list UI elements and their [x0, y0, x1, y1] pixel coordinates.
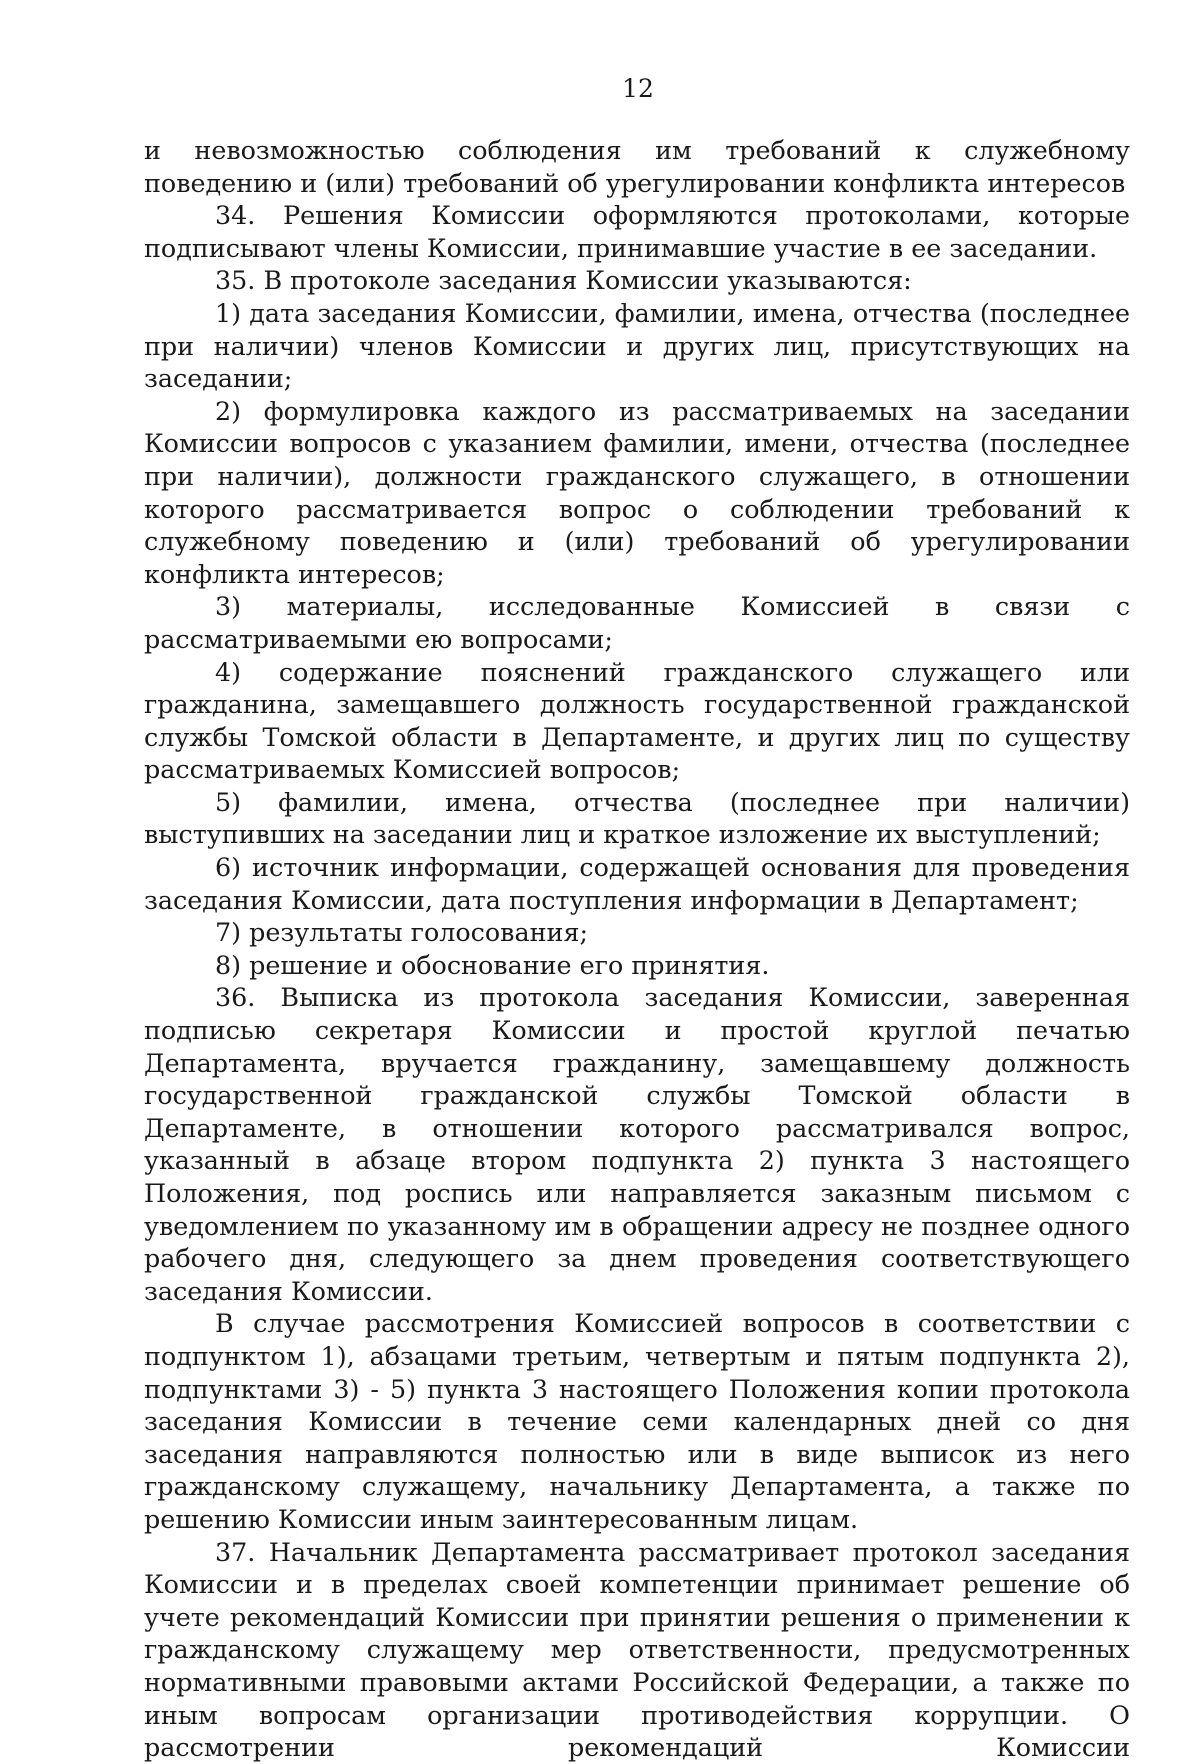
paragraph-item-37: 37. Начальник Департамента рассматривает протокол заседания Комиссии и в пределах своей компетенции принимает решение об учете рекомендаций Комиссии при принятии решения о применении к гражданскому служащему мер ответственности, предусмотренных нормативными правовыми актами Российской Федерации, а также по иным вопросам организации противодействия коррупции. О рассмотрении рекомендаций Комиссии: [144, 1536, 1130, 1763]
document-body: [144, 134, 1130, 1764]
paragraph-item-36: 36. Выписка из протокола заседания Комиссии, заверенная подписью секретаря Комиссии и простой круглой печатью Департамента, вручается гражданину, замещавшему должность государственной гражданской службы Томской области в Департаменте, в отношении которого рассматривался вопрос, указанный в абзаце втором подпункта 2) пункта 3 настоящего Положения, под роспись или направляется заказным письмом с уведомлением по указанному им в обращении адресу не позднее одного рабочего дня, следующего за днем проведения соответствующего заседания Комиссии.: [144, 982, 1130, 1306]
paragraph-subitem-5: 5) фамилии, имена, отчества (последнее при наличии) выступивших на заседании лиц и краткое изложение их выступлений;: [144, 786, 1130, 850]
paragraph-item-36-case: В случае рассмотрения Комиссией вопросов в соответствии с подпунктом 1), абзацами третьим, четвертым и пятым подпункта 2), подпунктами 3) - 5) пункта 3 настоящего Положения копии протокола заседания Комиссии в течение семи календарных дней со дня заседания направляются полностью или в виде выписок из него гражданскому служащему, начальнику Департамента, а также по решению Комиссии иным заинтересованным лицам.: [144, 1308, 1130, 1534]
paragraph-subitem-1: 1) дата заседания Комиссии, фамилии, имена, отчества (последнее при наличии) членов Комиссии и других лиц, присутствующих на заседании;: [144, 297, 1130, 394]
paragraph-item-35: 35. В протоколе заседания Комиссии указываются:: [215, 265, 912, 296]
paragraph-item-34: 34. Решения Комиссии оформляются протоколами, которые подписывают члены Комиссии, принимавшие участие в ее заседании.: [144, 200, 1130, 263]
paragraph-subitem-3: 3) материалы, исследованные Комиссией в связи с рассматриваемыми ею вопросами;: [144, 591, 1130, 654]
paragraph-subitem-6: 6) источник информации, содержащей основания для проведения заседания Комиссии, дата поступления информации в Департамент;: [144, 852, 1130, 915]
paragraph-subitem-4: 4) содержание пояснений гражданского служащего или гражданина, замещавшего должность государственной гражданской службы Томской области в Департаменте, и других лиц по существу рассматриваемых Комиссией вопросов;: [144, 656, 1130, 785]
paragraph-subitem-2: 2) формулировка каждого из рассматриваемых на заседании Комиссии вопросов с указанием фамилии, имени, отчества (последнее при наличии), должности гражданского служащего, в отношении которого рассматривается вопрос о соблюдении требований к служебному поведению и (или) требований об урегулировании конфликта интересов;: [144, 395, 1130, 589]
paragraph-subitem-8: 8) решение и обоснование его принятия.: [215, 949, 770, 980]
paragraph-subitem-7: 7) результаты голосования;: [215, 917, 589, 948]
page-number: 12: [622, 74, 654, 103]
paragraph-continuation: и невозможностью соблюдения им требований к служебному поведению и (или) требований об урегулировании конфликта интересов: [144, 135, 1130, 198]
